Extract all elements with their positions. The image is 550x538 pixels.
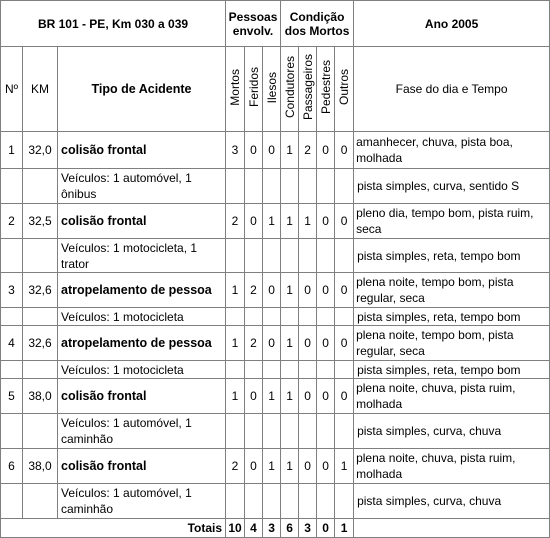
accident-type: colisão frontal	[58, 379, 226, 414]
row-outros: 0	[335, 326, 354, 361]
col-outros-header: Outros	[337, 69, 352, 106]
row-mortos: 2	[226, 204, 245, 239]
total-pedestres: 0	[317, 519, 335, 538]
col-ilesos-cell	[263, 47, 281, 132]
row-ilesos: 0	[263, 132, 281, 169]
blank-cell	[23, 414, 58, 449]
row-condutores: 1	[281, 379, 299, 414]
blank-cell	[317, 414, 335, 449]
total-blank	[354, 519, 550, 538]
accident-type: atropelamento de pessoa	[58, 273, 226, 308]
blank-cell	[226, 414, 245, 449]
blank-cell	[335, 239, 354, 273]
vehicles: Veículos: 1 motocicleta	[58, 361, 226, 379]
total-feridos: 4	[245, 519, 263, 538]
blank-cell	[299, 308, 317, 326]
row-km: 38,0	[23, 379, 58, 414]
row-outros: 0	[335, 204, 354, 239]
blank-cell	[1, 414, 23, 449]
col-feridos-header: Feridos	[246, 67, 261, 108]
road-conditions: pista simples, curva, chuva	[354, 414, 550, 449]
blank-cell	[226, 169, 245, 204]
day-phase: plena noite, chuva, pista ruim, molhada	[354, 449, 550, 484]
vehicles: Veículos: 1 automóvel, 1 caminhão	[58, 414, 226, 449]
table-row	[1, 449, 550, 484]
col-pedestres-cell	[317, 47, 335, 132]
col-condutores-header: Condutores	[282, 56, 297, 119]
row-mortos: 3	[226, 132, 245, 169]
col-feridos-cell	[245, 47, 263, 132]
vehicles: Veículos: 1 motocicleta, 1 trator	[58, 239, 226, 273]
row-outros: 0	[335, 132, 354, 169]
row-number: 1	[1, 132, 23, 169]
row-pedestres: 0	[317, 132, 335, 169]
day-phase: pleno dia, tempo bom, pista ruim, seca	[354, 204, 550, 239]
accident-type: atropelamento de pessoa	[58, 326, 226, 361]
blank-cell	[335, 414, 354, 449]
row-feridos: 0	[245, 204, 263, 239]
blank-cell	[281, 308, 299, 326]
blank-cell	[263, 414, 281, 449]
row-km: 32,6	[23, 326, 58, 361]
row-pedestres: 0	[317, 204, 335, 239]
row-passageiros: 0	[299, 273, 317, 308]
blank-cell	[1, 169, 23, 204]
table-row	[1, 379, 550, 414]
blank-cell	[335, 484, 354, 519]
col-mortos-cell	[226, 47, 245, 132]
header-row-2	[1, 47, 550, 132]
accident-type: colisão frontal	[58, 449, 226, 484]
row-km: 38,0	[23, 449, 58, 484]
col-condutores-cell	[281, 47, 299, 132]
row-pedestres: 0	[317, 379, 335, 414]
totals-label: Totais	[1, 519, 226, 538]
blank-cell	[281, 414, 299, 449]
row-mortos: 1	[226, 326, 245, 361]
road-conditions: pista simples, reta, tempo bom	[354, 239, 550, 273]
day-phase: amanhecer, chuva, pista boa, molhada	[354, 132, 550, 169]
blank-cell	[1, 308, 23, 326]
row-number: 5	[1, 379, 23, 414]
blank-cell	[245, 414, 263, 449]
col-passageiros-cell	[299, 47, 317, 132]
row-number: 6	[1, 449, 23, 484]
blank-cell	[281, 239, 299, 273]
col-mortos-header: Mortos	[228, 69, 243, 106]
col-phase-header: Fase do dia e Tempo	[354, 47, 550, 132]
blank-cell	[245, 169, 263, 204]
table-row	[1, 132, 550, 169]
total-passageiros: 3	[299, 519, 317, 538]
total-mortos: 10	[226, 519, 245, 538]
col-outros-cell	[335, 47, 354, 132]
row-mortos: 2	[226, 449, 245, 484]
col-passageiros-header: Passageiros	[300, 54, 315, 121]
row-number: 2	[1, 204, 23, 239]
row-ilesos: 0	[263, 273, 281, 308]
row-feridos: 2	[245, 326, 263, 361]
row-pedestres: 0	[317, 273, 335, 308]
road-conditions: pista simples, curva, chuva	[354, 484, 550, 519]
condition-group-header: Condição dos Mortos	[281, 1, 354, 47]
blank-cell	[299, 239, 317, 273]
blank-cell	[281, 361, 299, 379]
blank-cell	[226, 484, 245, 519]
row-ilesos: 0	[263, 326, 281, 361]
table-row	[1, 204, 550, 239]
vehicles: Veículos: 1 automóvel, 1 caminhão	[58, 484, 226, 519]
col-km-header: KM	[23, 47, 58, 132]
row-condutores: 1	[281, 326, 299, 361]
blank-cell	[299, 484, 317, 519]
row-feridos: 0	[245, 379, 263, 414]
blank-cell	[317, 169, 335, 204]
row-km: 32,5	[23, 204, 58, 239]
blank-cell	[299, 361, 317, 379]
people-group-header: Pessoas envolv.	[226, 1, 281, 47]
row-km: 32,0	[23, 132, 58, 169]
blank-cell	[23, 308, 58, 326]
totals-row	[1, 519, 550, 538]
row-pedestres: 0	[317, 449, 335, 484]
col-ilesos-header: Ilesos	[264, 71, 279, 104]
blank-cell	[263, 361, 281, 379]
year-header: Ano 2005	[354, 1, 550, 47]
vehicles: Veículos: 1 automóvel, 1 ônibus	[58, 169, 226, 204]
table-row	[1, 273, 550, 308]
day-phase: plena noite, tempo bom, pista regular, seca	[354, 273, 550, 308]
row-outros: 0	[335, 379, 354, 414]
row-pedestres: 0	[317, 326, 335, 361]
vehicles: Veículos: 1 motocicleta	[58, 308, 226, 326]
blank-cell	[245, 239, 263, 273]
row-ilesos: 1	[263, 379, 281, 414]
col-type-header: Tipo de Acidente	[58, 47, 226, 132]
blank-cell	[226, 308, 245, 326]
table-row	[1, 326, 550, 361]
row-feridos: 2	[245, 273, 263, 308]
row-condutores: 1	[281, 132, 299, 169]
total-ilesos: 3	[263, 519, 281, 538]
blank-cell	[335, 169, 354, 204]
table-row-detail	[1, 361, 550, 379]
blank-cell	[1, 239, 23, 273]
day-phase: plena noite, tempo bom, pista regular, seca	[354, 326, 550, 361]
blank-cell	[317, 361, 335, 379]
row-ilesos: 1	[263, 204, 281, 239]
table-row-detail	[1, 308, 550, 326]
row-ilesos: 1	[263, 449, 281, 484]
blank-cell	[1, 361, 23, 379]
blank-cell	[317, 239, 335, 273]
row-number: 4	[1, 326, 23, 361]
row-passageiros: 0	[299, 379, 317, 414]
blank-cell	[23, 239, 58, 273]
table-row-detail	[1, 169, 550, 204]
col-n-header: Nº	[1, 47, 23, 132]
blank-cell	[245, 361, 263, 379]
row-mortos: 1	[226, 273, 245, 308]
blank-cell	[245, 308, 263, 326]
blank-cell	[23, 361, 58, 379]
row-passageiros: 1	[299, 204, 317, 239]
col-pedestres-header: Pedestres	[318, 60, 333, 115]
blank-cell	[263, 169, 281, 204]
row-feridos: 0	[245, 449, 263, 484]
header-row-1	[1, 1, 550, 47]
blank-cell	[317, 308, 335, 326]
row-feridos: 0	[245, 132, 263, 169]
row-mortos: 1	[226, 379, 245, 414]
road-conditions: pista simples, reta, tempo bom	[354, 308, 550, 326]
accident-type: colisão frontal	[58, 204, 226, 239]
blank-cell	[299, 414, 317, 449]
blank-cell	[23, 169, 58, 204]
blank-cell	[317, 484, 335, 519]
accident-type: colisão frontal	[58, 132, 226, 169]
row-passageiros: 2	[299, 132, 317, 169]
road-conditions: pista simples, reta, tempo bom	[354, 361, 550, 379]
blank-cell	[23, 484, 58, 519]
blank-cell	[281, 484, 299, 519]
blank-cell	[335, 361, 354, 379]
blank-cell	[299, 169, 317, 204]
blank-cell	[245, 484, 263, 519]
table-row-detail	[1, 484, 550, 519]
row-condutores: 1	[281, 273, 299, 308]
blank-cell	[335, 308, 354, 326]
blank-cell	[1, 484, 23, 519]
blank-cell	[226, 239, 245, 273]
row-passageiros: 0	[299, 326, 317, 361]
total-condutores: 6	[281, 519, 299, 538]
row-condutores: 1	[281, 204, 299, 239]
day-phase: plena noite, chuva, pista ruim, molhada	[354, 379, 550, 414]
table-row-detail	[1, 414, 550, 449]
blank-cell	[263, 484, 281, 519]
blank-cell	[263, 239, 281, 273]
row-number: 3	[1, 273, 23, 308]
table-row-detail	[1, 239, 550, 273]
blank-cell	[281, 169, 299, 204]
road-title: BR 101 - PE, Km 030 a 039	[1, 1, 226, 47]
total-outros: 1	[335, 519, 354, 538]
blank-cell	[226, 361, 245, 379]
row-condutores: 1	[281, 449, 299, 484]
blank-cell	[263, 308, 281, 326]
road-conditions: pista simples, curva, sentido S	[354, 169, 550, 204]
row-outros: 1	[335, 449, 354, 484]
row-outros: 0	[335, 273, 354, 308]
row-km: 32,6	[23, 273, 58, 308]
row-passageiros: 0	[299, 449, 317, 484]
